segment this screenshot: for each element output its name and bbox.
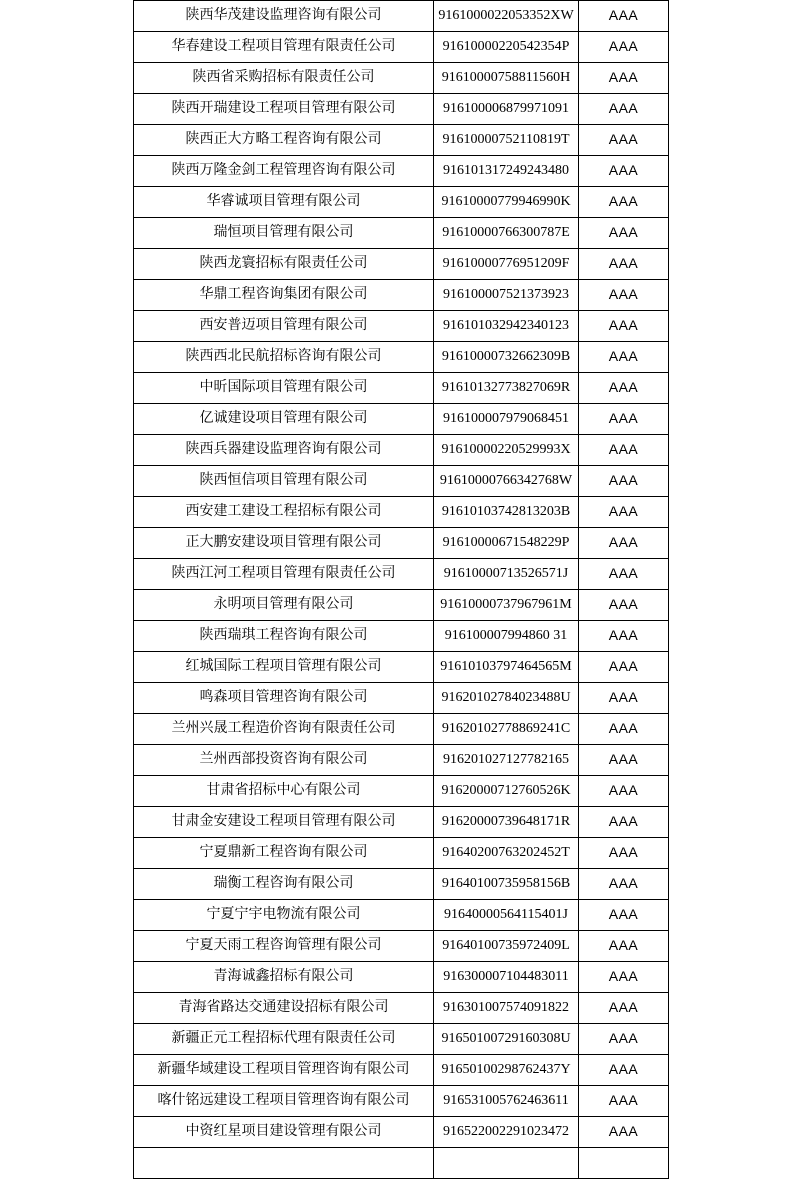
table-row	[134, 745, 669, 776]
credit-grade-cell: AAA	[579, 714, 669, 745]
organization-name-cell: 陕西江河工程项目管理有限责任公司	[134, 559, 434, 590]
organization-name-cell: 青海诚鑫招标有限公司	[134, 962, 434, 993]
credit-grade-cell: AAA	[579, 652, 669, 683]
credit-grade-cell: AAA	[579, 621, 669, 652]
credit-code-cell: 91610000220529993X	[434, 435, 579, 466]
credit-code-cell: 91620102784023488U	[434, 683, 579, 714]
credit-grade-cell: AAA	[579, 683, 669, 714]
credit-grade-cell: AAA	[579, 63, 669, 94]
credit-grade-cell: AAA	[579, 466, 669, 497]
credit-grade-cell: AAA	[579, 1055, 669, 1086]
credit-grade-cell: AAA	[579, 342, 669, 373]
organization-name-cell: 陕西万隆金剑工程管理咨询有限公司	[134, 156, 434, 187]
credit-code-cell: 91610103797464565M	[434, 652, 579, 683]
table-row	[134, 1086, 669, 1117]
organization-name-cell: 陕西省采购招标有限责任公司	[134, 63, 434, 94]
credit-code-cell: 916300007104483011	[434, 962, 579, 993]
credit-code-cell: 916101317249243480	[434, 156, 579, 187]
credit-rating-table	[133, 0, 669, 1179]
credit-grade-cell: AAA	[579, 373, 669, 404]
table-row	[134, 156, 669, 187]
organization-name-cell: 宁夏天雨工程咨询管理有限公司	[134, 931, 434, 962]
organization-name-cell: 亿诚建设项目管理有限公司	[134, 404, 434, 435]
table-row	[134, 218, 669, 249]
credit-code-cell: 91610000732662309B	[434, 342, 579, 373]
table-row	[134, 404, 669, 435]
credit-grade-cell: AAA	[579, 1024, 669, 1055]
organization-name-cell: 华鼎工程咨询集团有限公司	[134, 280, 434, 311]
credit-code-cell: 91610132773827069R	[434, 373, 579, 404]
credit-grade-cell: AAA	[579, 156, 669, 187]
credit-code-cell: 91610000671548229P	[434, 528, 579, 559]
credit-code-cell: 91650100298762437Y	[434, 1055, 579, 1086]
table-row	[134, 621, 669, 652]
table-row	[134, 528, 669, 559]
organization-name-cell: 陕西龙寰招标有限责任公司	[134, 249, 434, 280]
table-row	[134, 435, 669, 466]
organization-name-cell: 陕西开瑞建设工程项目管理有限公司	[134, 94, 434, 125]
organization-name-cell: 宁夏鼎新工程咨询有限公司	[134, 838, 434, 869]
credit-grade-cell	[579, 1148, 669, 1179]
credit-grade-cell: AAA	[579, 311, 669, 342]
credit-grade-cell: AAA	[579, 528, 669, 559]
organization-name-cell: 中资红星项目建设管理有限公司	[134, 1117, 434, 1148]
organization-name-cell: 陕西西北民航招标咨询有限公司	[134, 342, 434, 373]
table-row	[134, 807, 669, 838]
table-row	[134, 63, 669, 94]
credit-code-cell: 916301007574091822	[434, 993, 579, 1024]
credit-code-cell: 91640000564115401J	[434, 900, 579, 931]
table-row	[134, 342, 669, 373]
organization-name-cell: 陕西正大方略工程咨询有限公司	[134, 125, 434, 156]
table-row	[134, 94, 669, 125]
credit-code-cell: 91610000766342768W	[434, 466, 579, 497]
credit-grade-cell: AAA	[579, 32, 669, 63]
table-row	[134, 869, 669, 900]
credit-code-cell: 916100006879971091	[434, 94, 579, 125]
organization-name-cell: 永明项目管理有限公司	[134, 590, 434, 621]
organization-name-cell: 陕西兵器建设监理咨询有限公司	[134, 435, 434, 466]
credit-code-cell: 916100007979068451	[434, 404, 579, 435]
credit-code-cell: 91640100735958156B	[434, 869, 579, 900]
credit-grade-cell: AAA	[579, 807, 669, 838]
organization-name-cell: 华睿诚项目管理有限公司	[134, 187, 434, 218]
credit-grade-cell: AAA	[579, 94, 669, 125]
table-row	[134, 838, 669, 869]
credit-code-cell: 916100007994860 31	[434, 621, 579, 652]
credit-code-cell: 916522002291023472	[434, 1117, 579, 1148]
table-row	[134, 683, 669, 714]
organization-name-cell: 新疆华域建设工程项目管理咨询有限公司	[134, 1055, 434, 1086]
credit-grade-cell: AAA	[579, 404, 669, 435]
credit-code-cell: 91610000737967961M	[434, 590, 579, 621]
credit-grade-cell: AAA	[579, 1086, 669, 1117]
credit-code-cell	[434, 1148, 579, 1179]
credit-grade-cell: AAA	[579, 962, 669, 993]
credit-grade-cell: AAA	[579, 1, 669, 32]
table-row	[134, 1024, 669, 1055]
table-row	[134, 559, 669, 590]
credit-grade-cell: AAA	[579, 497, 669, 528]
organization-name-cell: 瑞衡工程咨询有限公司	[134, 869, 434, 900]
table-row	[134, 497, 669, 528]
organization-name-cell: 兰州西部投资咨询有限公司	[134, 745, 434, 776]
organization-name-cell: 甘肃省招标中心有限公司	[134, 776, 434, 807]
organization-name-cell: 鸣森项目管理咨询有限公司	[134, 683, 434, 714]
organization-name-cell: 西安建工建设工程招标有限公司	[134, 497, 434, 528]
credit-code-cell: 91610000766300787E	[434, 218, 579, 249]
credit-code-cell: 91610000758811560H	[434, 63, 579, 94]
organization-name-cell: 西安普迈项目管理有限公司	[134, 311, 434, 342]
table-row	[134, 1, 669, 32]
organization-name-cell: 喀什铭远建设工程项目管理咨询有限公司	[134, 1086, 434, 1117]
credit-code-cell: 91610103742813203B	[434, 497, 579, 528]
table-body	[134, 1, 669, 1179]
organization-name-cell: 新疆正元工程招标代理有限责任公司	[134, 1024, 434, 1055]
table-row	[134, 1117, 669, 1148]
table-row	[134, 32, 669, 63]
organization-name-cell: 宁夏宁宇电物流有限公司	[134, 900, 434, 931]
credit-code-cell: 91640200763202452T	[434, 838, 579, 869]
credit-grade-cell: AAA	[579, 590, 669, 621]
credit-code-cell: 91620000739648171R	[434, 807, 579, 838]
credit-code-cell: 91610000713526571J	[434, 559, 579, 590]
organization-name-cell: 陕西华茂建设监理咨询有限公司	[134, 1, 434, 32]
credit-code-cell: 916201027127782165	[434, 745, 579, 776]
credit-grade-cell: AAA	[579, 1117, 669, 1148]
credit-code-cell: 916100007521373923	[434, 280, 579, 311]
credit-grade-cell: AAA	[579, 280, 669, 311]
credit-grade-cell: AAA	[579, 869, 669, 900]
table-row	[134, 466, 669, 497]
table-row	[134, 590, 669, 621]
credit-code-cell: 91620000712760526K	[434, 776, 579, 807]
table-row	[134, 280, 669, 311]
table-row	[134, 187, 669, 218]
organization-name-cell: 正大鹏安建设项目管理有限公司	[134, 528, 434, 559]
credit-grade-cell: AAA	[579, 218, 669, 249]
organization-name-cell: 陕西恒信项目管理有限公司	[134, 466, 434, 497]
credit-code-cell: 91610000776951209F	[434, 249, 579, 280]
credit-code-cell: 91610000220542354P	[434, 32, 579, 63]
credit-grade-cell: AAA	[579, 559, 669, 590]
table-row	[134, 900, 669, 931]
credit-grade-cell: AAA	[579, 187, 669, 218]
organization-name-cell: 瑞恒项目管理有限公司	[134, 218, 434, 249]
credit-grade-cell: AAA	[579, 900, 669, 931]
table-row	[134, 714, 669, 745]
table-row	[134, 311, 669, 342]
credit-code-cell: 91650100729160308U	[434, 1024, 579, 1055]
table-row	[134, 652, 669, 683]
credit-grade-cell: AAA	[579, 249, 669, 280]
credit-grade-cell: AAA	[579, 838, 669, 869]
credit-grade-cell: AAA	[579, 125, 669, 156]
table-row	[134, 993, 669, 1024]
organization-name-cell: 中昕国际项目管理有限公司	[134, 373, 434, 404]
table-row	[134, 776, 669, 807]
organization-name-cell: 红城国际工程项目管理有限公司	[134, 652, 434, 683]
credit-code-cell: 916101032942340123	[434, 311, 579, 342]
organization-name-cell: 青海省路达交通建设招标有限公司	[134, 993, 434, 1024]
credit-grade-cell: AAA	[579, 435, 669, 466]
credit-code-cell: 91610000779946990K	[434, 187, 579, 218]
credit-grade-cell: AAA	[579, 745, 669, 776]
organization-name-cell: 陕西瑞琪工程咨询有限公司	[134, 621, 434, 652]
credit-grade-cell: AAA	[579, 993, 669, 1024]
credit-code-cell: 916531005762463611	[434, 1086, 579, 1117]
credit-grade-cell: AAA	[579, 931, 669, 962]
table-row	[134, 962, 669, 993]
table-row	[134, 373, 669, 404]
table-row	[134, 1055, 669, 1086]
organization-name-cell: 华春建设工程项目管理有限责任公司	[134, 32, 434, 63]
credit-code-cell: 91610000752110819T	[434, 125, 579, 156]
organization-name-cell	[134, 1148, 434, 1179]
credit-code-cell: 91640100735972409L	[434, 931, 579, 962]
organization-name-cell: 兰州兴晟工程造价咨询有限责任公司	[134, 714, 434, 745]
organization-name-cell: 甘肃金安建设工程项目管理有限公司	[134, 807, 434, 838]
table-row	[134, 249, 669, 280]
table-row	[134, 931, 669, 962]
credit-code-cell: 9161000022053352XW	[434, 1, 579, 32]
credit-code-cell: 91620102778869241C	[434, 714, 579, 745]
credit-grade-cell: AAA	[579, 776, 669, 807]
table-row	[134, 1148, 669, 1179]
table-row	[134, 125, 669, 156]
